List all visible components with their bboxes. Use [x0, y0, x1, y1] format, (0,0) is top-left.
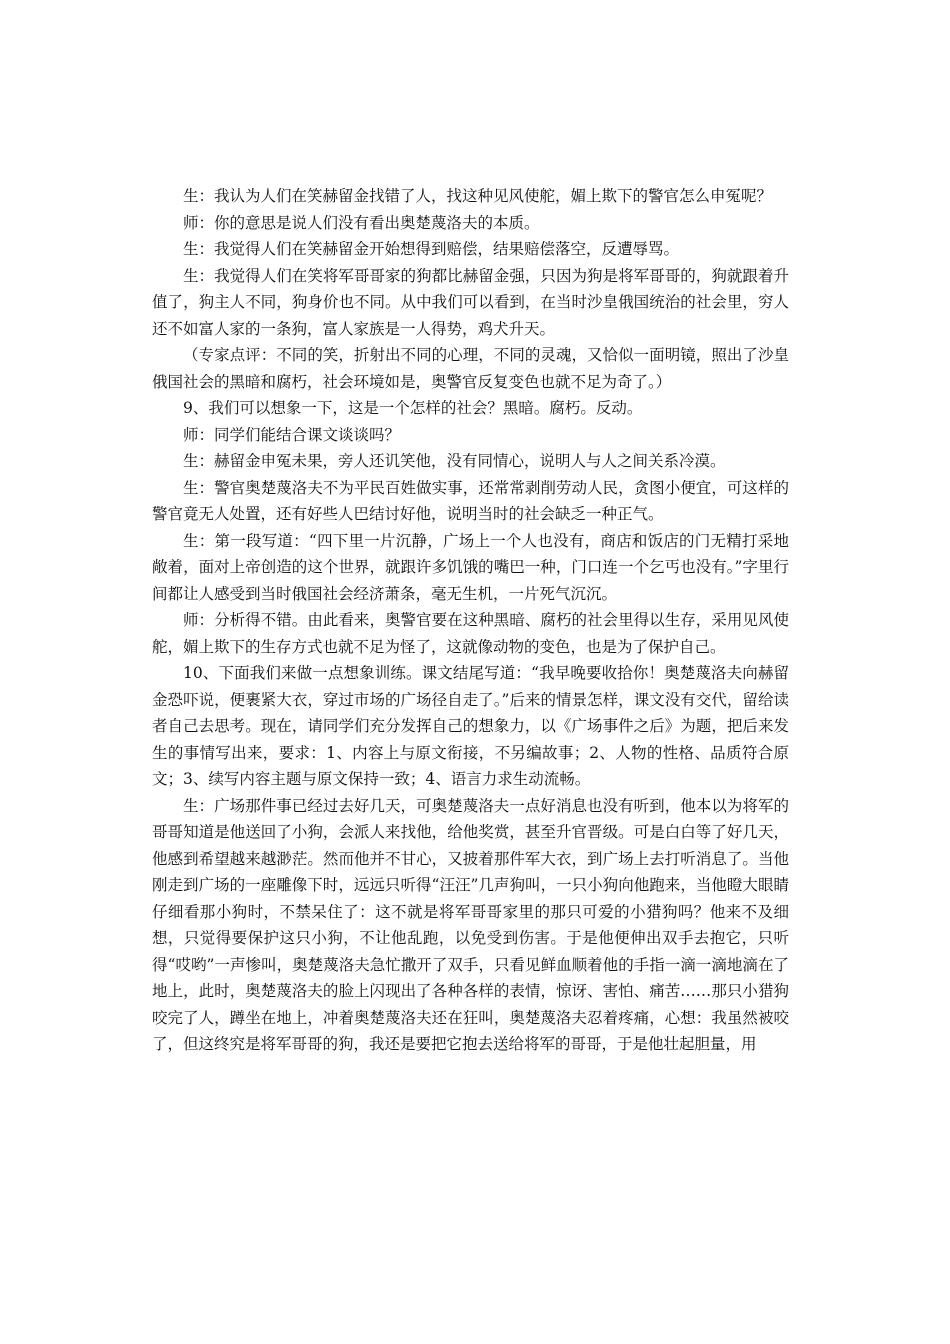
document-body	[152, 183, 789, 1058]
paragraph-expert-comment: （专家点评：不同的笑，折射出不同的心理，不同的灵魂，又恰似一面明镜，照出了沙皇俄国社会的黑暗和腐朽，社会环境如是，奥警官反复变色也就不足为奇了。）	[152, 346, 789, 391]
paragraph-student-3: 生：我觉得人们在笑将军哥哥家的狗都比赫留金强，只因为狗是将军哥哥的，狗就跟着升值了，狗主人不同，狗身价也不同。从中我们可以看到，在当时沙皇俄国统治的社会里，穷人还不如富人家的一条狗，富人家族是一人得势，鸡犬升天。	[152, 266, 789, 338]
paragraph-teacher-2: 师：同学们能结合课文谈谈吗？	[183, 425, 401, 444]
paragraph-question-10: 10、下面我们来做一点想象训练。课文结尾写道：“我早晚要收拾你！奥楚蔑洛夫向赫留金恐吓说，便裹紧大衣，穿过市场的广场径自走了。”后来的情景怎样，课文没有交代，留给读者自己去思考。现在，请同学们充分发挥自己的想象力，以《广场事件之后》为题，把后来发生的事情写出来，要求：1、内容上与原文衔接，不另编故事；2、人物的性格、品质符合原文；3、续写内容主题与原文保持一致；4、语言力求生动流畅。	[152, 664, 789, 788]
paragraph-student-5: 生：警官奥楚蔑洛夫不为平民百姓做实事，还常常剥削劳动人民，贪图小便宜，可这样的警官竟无人处置，还有好些人巴结讨好他，说明当时的社会缺乏一种正气。	[152, 478, 789, 523]
paragraph-student-4: 生：赫留金申冤未果，旁人还讥笑他，没有同情心，说明人与人之间关系冷漠。	[183, 452, 726, 470]
paragraph-teacher-3: 师：分析得不错。由此看来，奥警官要在这种黑暗、腐朽的社会里得以生存，采用见风使舵，媚上欺下的生存方式也就不足为怪了，这就像动物的变色，也是为了保护自己。	[152, 611, 789, 656]
paragraph-question-9: 9、我们可以想象一下，这是一个怎样的社会？黑暗。腐朽。反动。	[183, 399, 643, 417]
paragraph-student-1: 生：我认为人们在笑赫留金找错了人，找这种见风使舵，媚上欺下的警官怎么申冤呢？	[183, 187, 773, 205]
paragraph-student-story: 生：广场那件事已经过去好几天，可奥楚蔑洛夫一点好消息也没有听到，他本以为将军的哥哥知道是他送回了小狗，会派人来找他，给他奖赏，甚至升官晋级。可是白白等了好几天，他感到希望越来越渺茫。然而他并不甘心，又披着那件军大衣，到广场上去打听消息了。当他刚走到广场的一座雕像下时，远远只听得“汪汪”几声狗叫，一只小狗向他跑来，当他瞪大眼睛仔细看那小狗时，不禁呆住了：这不就是将军哥哥家里的那只可爱的小猎狗吗？他来不及细想，只觉得要保护这只小狗，不让他乱跑，以免受到伤害。于是他便伸出双手去抱它，只听得“哎哟”一声惨叫，奥楚蔑洛夫急忙撒开了双手，只看见鲜血顺着他的手指一滴一滴地滴在了地上，此时，奥楚蔑洛夫的脸上闪现出了各种各样的表情，惊讶、害怕、痛苦……那只小猎狗咬完了人，蹲坐在地上，冲着奥楚蔑洛夫还在狂叫，奥楚蔑洛夫忍着疼痛，心想：我虽然被咬了，但这终究是将军哥哥的狗，我还是要把它抱去送给将军的哥哥，于是他壮起胆量，用	[152, 796, 789, 1053]
paragraph-teacher-1: 师：你的意思是说人们没有看出奥楚蔑洛夫的本质。	[183, 213, 540, 232]
paragraph-student-2: 生：我觉得人们在笑赫留金开始想得到赔偿，结果赔偿落空，反遭辱骂。	[183, 240, 680, 258]
paragraph-student-6: 生：第一段写道：“四下里一片沉静，广场上一个人也没有，商店和饭店的门无精打采地敞着，面对上帝创造的这个世界，就跟许多饥饿的嘴巴一种，门口连一个乞丐也没有。”字里行间都让人感受到当时俄国社会经济萧条，毫无生机，一片死气沉沉。	[152, 531, 789, 603]
